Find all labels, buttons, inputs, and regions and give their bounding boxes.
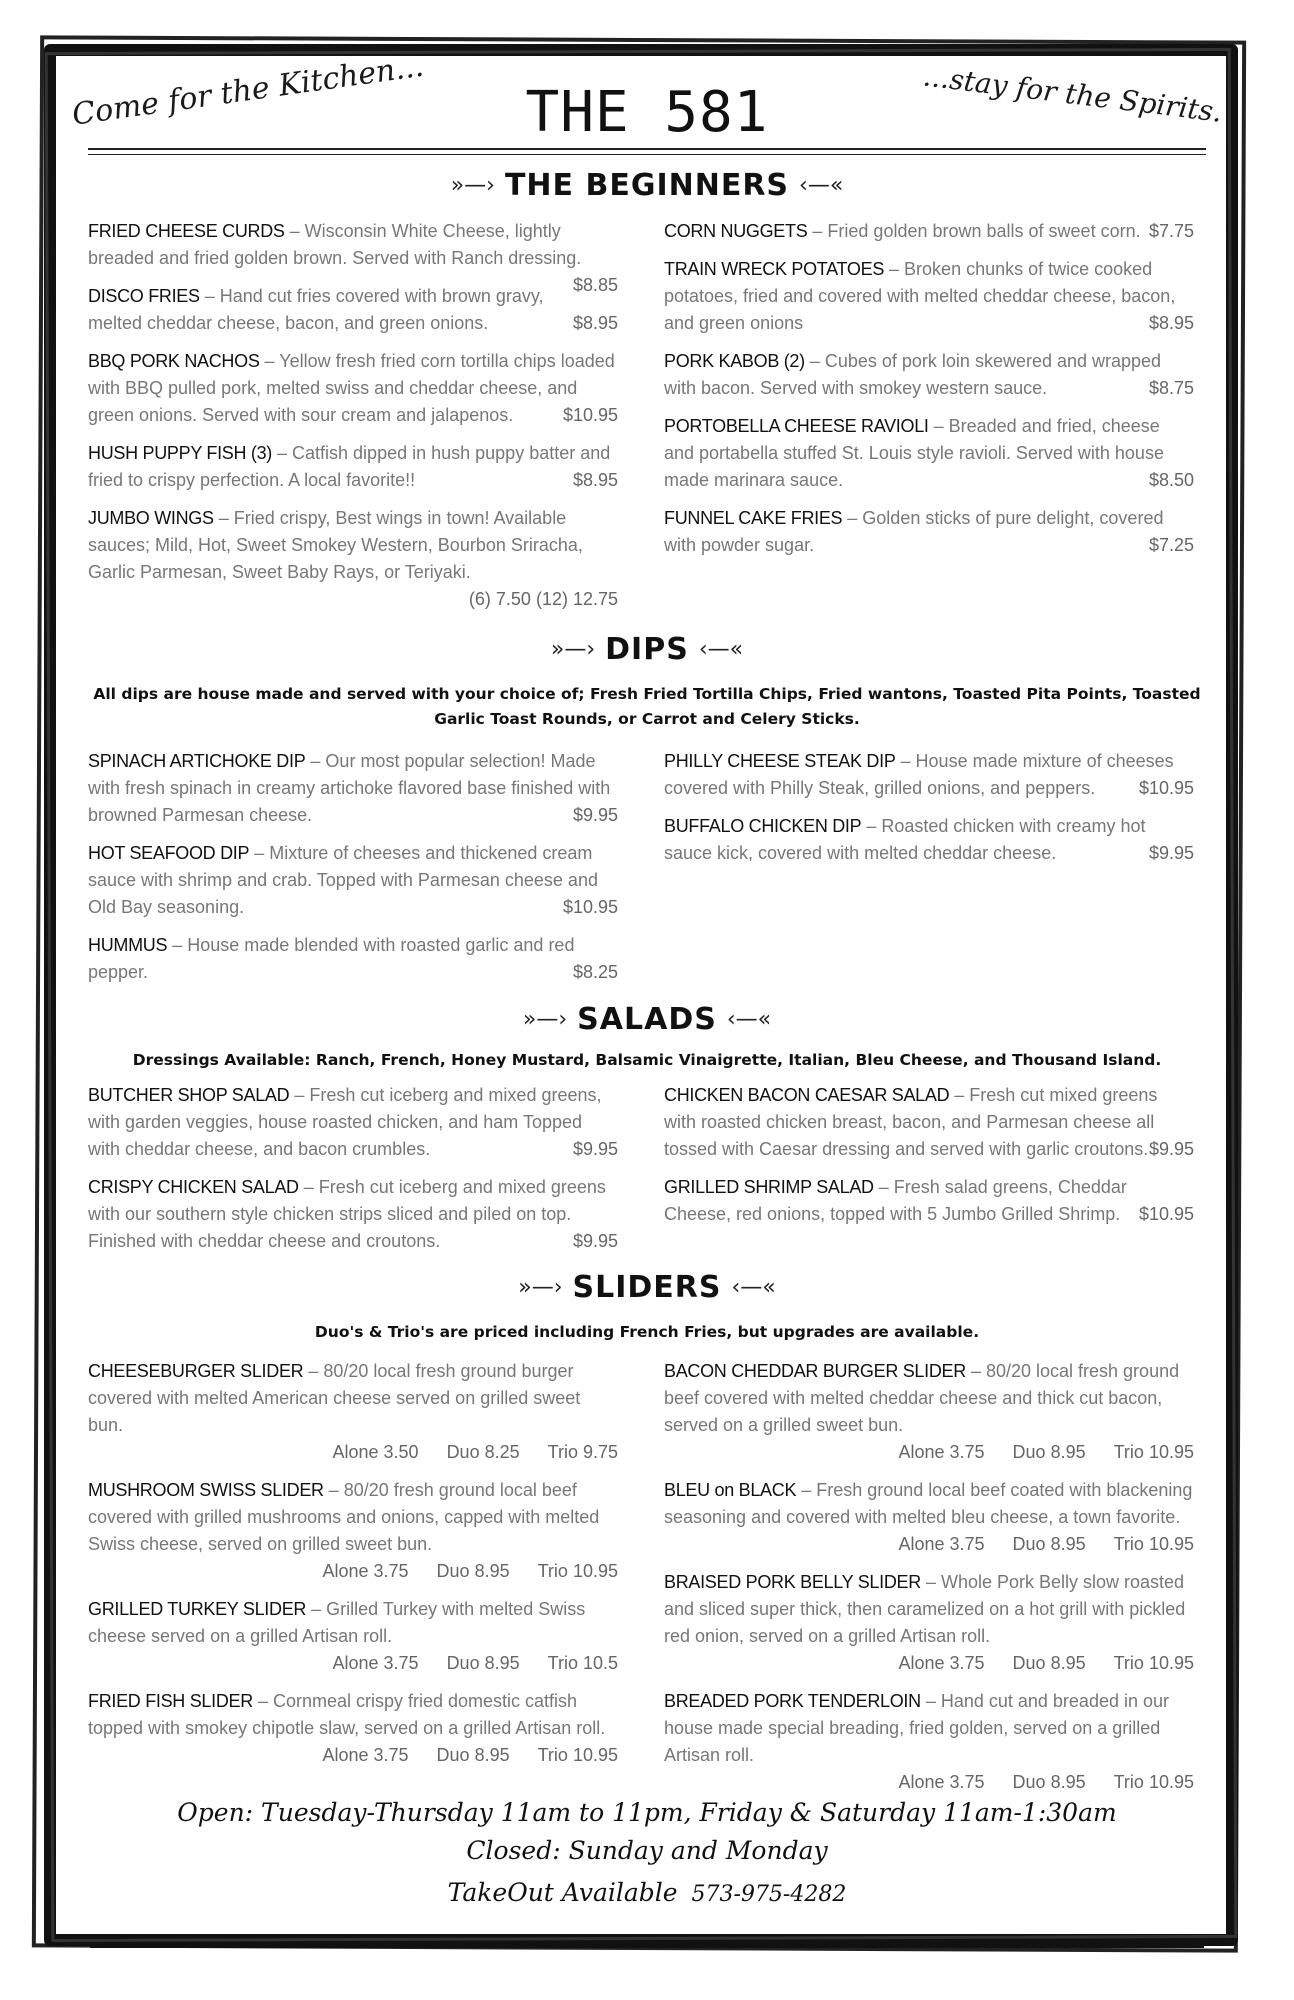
item-price: $8.95 (572, 313, 618, 333)
item-price: $10.95 (1138, 778, 1194, 798)
bottom-rule (90, 1944, 1204, 1948)
item-description: – Yellow fresh fried corn tortilla chips loaded with BBQ pulled pork, melted swiss and cheddar cheese, and green onions. Served with sour cream and jalapenos. (88, 351, 615, 425)
item-slider-prices (88, 1558, 618, 1585)
item-price: $10.95 (562, 897, 618, 917)
phone-number: 573-975-4282 (691, 1882, 847, 1907)
item-description: – Breaded and fried, cheese and portabella stuffed St. Louis style ravioli. Served with house made marinara sauce. (664, 416, 1164, 490)
menu-item (88, 1477, 618, 1585)
section-heading-salads: »—› SALADS ‹—« (522, 1002, 772, 1037)
item-slider-prices (664, 1439, 1194, 1466)
item-description: – 80/20 fresh ground local beef covered with grilled mushrooms and onions, capped with melted Swiss cheese, served on grilled sweet bun. (88, 1480, 600, 1554)
item-name: BUTCHER SHOP SALAD (88, 1085, 290, 1105)
sliders-left-column (88, 1358, 618, 1780)
menu-item (88, 1358, 618, 1466)
item-name: FRIED CHEESE CURDS (88, 221, 285, 241)
closed-line: Closed: Sunday and Monday (466, 1836, 828, 1865)
menu-item (664, 218, 1194, 245)
price-alone: Alone 3.75 (322, 1561, 409, 1581)
item-description: – 80/20 local fresh ground burger covered with melted American cheese served on grilled sweet bun. (88, 1361, 581, 1435)
salads-note: Dressings Available: Ranch, French, Honey Mustard, Balsamic Vinaigrette, Italian, Bleu Cheese, and Thousand Island. (132, 1051, 1162, 1069)
menu-item (88, 505, 618, 613)
menu-item (664, 748, 1194, 802)
arrow-right-icon: »—› (550, 637, 596, 662)
item-price: $8.95 (572, 470, 618, 490)
price-trio: Trio 10.5 (547, 1653, 618, 1673)
item-name: HOT SEAFOOD DIP (88, 843, 250, 863)
item-slider-prices (88, 1650, 618, 1677)
item-price: $8.75 (1148, 378, 1194, 398)
price-duo: Duo 8.25 (446, 1442, 520, 1462)
item-price: $8.50 (1148, 470, 1194, 490)
item-price: $9.95 (572, 1139, 618, 1159)
dips-right-column (664, 748, 1194, 878)
item-name: HUMMUS (88, 935, 168, 955)
section-heading-dips: »—› DIPS ‹—« (550, 632, 744, 667)
menu-item (664, 1082, 1194, 1163)
menu-item (88, 440, 618, 494)
item-price: $9.95 (1148, 843, 1194, 863)
menu-item (88, 932, 618, 986)
arrow-left-icon: ‹—« (731, 1275, 776, 1300)
menu-item (664, 1174, 1194, 1228)
price-alone: Alone 3.75 (332, 1653, 419, 1673)
item-name: BREADED PORK TENDERLOIN (664, 1691, 921, 1711)
item-name: DISCO FRIES (88, 286, 200, 306)
item-name: GRILLED SHRIMP SALAD (664, 1177, 874, 1197)
item-price: $9.95 (1148, 1139, 1194, 1159)
price-trio: Trio 10.95 (537, 1745, 618, 1765)
item-slider-prices (88, 1439, 618, 1466)
sliders-note: Duo's & Trio's are priced including French Fries, but upgrades are available. (314, 1323, 980, 1341)
right-tagline: ...stay for the Spirits. (921, 59, 1224, 129)
item-name: JUMBO WINGS (88, 508, 214, 528)
menu-item (88, 348, 618, 429)
item-description: – Roasted chicken with creamy hot sauce kick, covered with melted cheddar cheese. (664, 816, 1146, 863)
item-description: – House made mixture of cheeses covered with Philly Steak, grilled onions, and peppers. (664, 751, 1174, 798)
price-duo: Duo 8.95 (1012, 1772, 1086, 1792)
price-trio: Trio 10.95 (537, 1561, 618, 1581)
item-price: $8.85 (572, 275, 618, 295)
item-description: – Golden sticks of pure delight, covered with powder sugar. (664, 508, 1164, 555)
item-slider-prices (664, 1650, 1194, 1677)
item-price: $9.95 (572, 805, 618, 825)
arrow-left-icon: ‹—« (726, 1007, 772, 1032)
item-name: BLEU on BLACK (664, 1480, 797, 1500)
arrow-right-icon: »—› (522, 1007, 568, 1032)
item-price: $7.75 (1148, 221, 1194, 241)
restaurant-title: THE 581 (525, 80, 769, 145)
menu-item (88, 840, 618, 921)
item-name: BUFFALO CHICKEN DIP (664, 816, 862, 836)
hours-line: Open: Tuesday-Thursday 11am to 11pm, Friday & Saturday 11am-1:30am (177, 1798, 1117, 1827)
menu-item (664, 1477, 1194, 1558)
item-name: SPINACH ARTICHOKE DIP (88, 751, 306, 771)
item-description: – Whole Pork Belly slow roasted and sliced super thick, then caramelized on a hot grill with pickled red onion, served on a grilled Artisan roll. (664, 1572, 1186, 1646)
item-slider-prices (664, 1769, 1194, 1796)
item-name: PORTOBELLA CHEESE RAVIOLI (664, 416, 929, 436)
item-description: – Hand cut and breaded in our house made special breading, fried golden, served on a grilled Artisan roll. (664, 1691, 1170, 1765)
item-price: $7.25 (1148, 535, 1194, 555)
item-name: BACON CHEDDAR BURGER SLIDER (664, 1361, 966, 1381)
item-description: – Our most popular selection! Made with fresh spinach in creamy artichoke flavored base finished with browned Parmesan cheese. (88, 751, 611, 825)
item-slider-prices (664, 1531, 1194, 1558)
item-description: – Catfish dipped in hush puppy batter and fried to crispy perfection. A local favorite!! (88, 443, 611, 490)
item-name: HUSH PUPPY FISH (3) (88, 443, 273, 463)
price-alone: Alone 3.75 (898, 1653, 985, 1673)
menu-item (664, 256, 1194, 337)
item-name: FUNNEL CAKE FRIES (664, 508, 843, 528)
price-duo: Duo 8.95 (446, 1653, 520, 1673)
price-alone: Alone 3.75 (898, 1772, 985, 1792)
price-duo: Duo 8.95 (1012, 1442, 1086, 1462)
takeout-line (70, 1878, 1224, 1907)
item-description: – 80/20 local fresh ground beef covered with melted cheddar cheese and thick cut bacon, served on a grilled sweet bun. (664, 1361, 1180, 1435)
price-trio: Trio 10.95 (1113, 1534, 1194, 1554)
price-alone: Alone 3.75 (898, 1442, 985, 1462)
menu-item (664, 1569, 1194, 1677)
sliders-right-column (664, 1358, 1194, 1807)
item-price: $8.25 (572, 962, 618, 982)
header-rule (88, 148, 1206, 150)
item-description: – Hand cut fries covered with brown gravy, melted cheddar cheese, bacon, and green onions. (88, 286, 544, 333)
menu-item (88, 748, 618, 829)
item-description: – Fresh cut mixed greens with roasted chicken breast, bacon, and Parmesan cheese all tossed with Caesar dressing and served with garlic croutons. (664, 1085, 1158, 1159)
price-trio: Trio 9.75 (547, 1442, 618, 1462)
dips-left-column (88, 748, 618, 997)
price-alone: Alone 3.75 (898, 1534, 985, 1554)
menu-page (70, 48, 1224, 1940)
menu-item (664, 1358, 1194, 1466)
price-alone: Alone 3.75 (322, 1745, 409, 1765)
price-duo: Duo 8.95 (1012, 1534, 1086, 1554)
left-tagline: Come for the Kitchen... (70, 48, 426, 133)
item-price: $8.95 (1148, 313, 1194, 333)
item-description: – Mixture of cheeses and thickened cream sauce with shrimp and crab. Topped with Parmesan cheese and Old Bay seasoning. (88, 843, 598, 917)
menu-item (88, 283, 618, 337)
menu-item (664, 1688, 1194, 1796)
salads-right-column (664, 1082, 1194, 1239)
menu-item (88, 218, 618, 295)
menu-item (664, 413, 1194, 494)
item-name: GRILLED TURKEY SLIDER (88, 1599, 307, 1619)
price-trio: Trio 10.95 (1113, 1772, 1194, 1792)
price-duo: Duo 8.95 (436, 1561, 510, 1581)
item-description: – Fresh salad greens, Cheddar Cheese, red onions, topped with 5 Jumbo Grilled Shrimp. (664, 1177, 1127, 1224)
dips-note: All dips are house made and served with your choice of; Fresh Fried Tortilla Chips, Fried wantons, Toasted Pita Points, Toasted Garlic Toast Rounds, or Carrot and Celery Sticks. (93, 685, 1201, 728)
price-duo: Duo 8.95 (436, 1745, 510, 1765)
item-description: – Broken chunks of twice cooked potatoes, fried and covered with melted cheddar cheese, bacon, and green onions (664, 259, 1176, 333)
item-name: PHILLY CHEESE STEAK DIP (664, 751, 896, 771)
item-price: $9.95 (572, 1231, 618, 1251)
arrow-right-icon: »—› (450, 173, 495, 198)
beginners-left-column (88, 218, 618, 624)
takeout-text: TakeOut Available (447, 1878, 678, 1907)
beginners-right-column (664, 218, 1194, 570)
item-description: – House made blended with roasted garlic and red pepper. (88, 935, 575, 982)
item-description: – Cornmeal crispy fried domestic catfish topped with smokey chipotle slaw, served on a grilled Artisan roll. (88, 1691, 606, 1738)
item-description: – Fresh cut iceberg and mixed greens, with garden veggies, house roasted chicken, and ham Topped with cheddar cheese, and bacon crumbles. (88, 1085, 602, 1159)
menu-item (88, 1596, 618, 1677)
header-rule-thin (88, 154, 1206, 155)
item-name: PORK KABOB (2) (664, 351, 805, 371)
item-description: – Grilled Turkey with melted Swiss cheese served on a grilled Artisan roll. (88, 1599, 586, 1646)
item-description: – Fried golden brown balls of sweet corn. (807, 221, 1141, 241)
price-alone: Alone 3.50 (332, 1442, 419, 1462)
price-duo: Duo 8.95 (1012, 1653, 1086, 1673)
item-name: CORN NUGGETS (664, 221, 808, 241)
item-name: BRAISED PORK BELLY SLIDER (664, 1572, 921, 1592)
menu-item (88, 1174, 618, 1255)
salads-left-column (88, 1082, 618, 1266)
menu-item (664, 505, 1194, 559)
item-name: FRIED FISH SLIDER (88, 1691, 253, 1711)
menu-item (664, 348, 1194, 402)
arrow-left-icon: ‹—« (799, 173, 844, 198)
item-description: – Fried crispy, Best wings in town! Available sauces; Mild, Hot, Sweet Smokey Western, Bourbon Sriracha, Garlic Parmesan, Sweet Baby Rays, or Teriyaki. (88, 508, 583, 582)
menu-item (88, 1688, 618, 1769)
menu-item (88, 1082, 618, 1163)
item-name: CHEESEBURGER SLIDER (88, 1361, 304, 1381)
item-description: – Fresh ground local beef coated with blackening seasoning and covered with melted bleu cheese, a town favorite. (664, 1480, 1193, 1527)
item-size-prices: (6) 7.50 (12) 12.75 (468, 589, 618, 609)
item-name: BBQ PORK NACHOS (88, 351, 260, 371)
item-name: MUSHROOM SWISS SLIDER (88, 1480, 324, 1500)
price-trio: Trio 10.95 (1113, 1442, 1194, 1462)
section-heading-beginners: »—› THE BEGINNERS ‹—« (450, 168, 844, 203)
item-name: CHICKEN BACON CAESAR SALAD (664, 1085, 950, 1105)
item-description: – Fresh cut iceberg and mixed greens with our southern style chicken strips sliced and piled on top. Finished with cheddar cheese and croutons. (88, 1177, 606, 1251)
item-slider-prices (88, 1742, 618, 1769)
price-trio: Trio 10.95 (1113, 1653, 1194, 1673)
item-description: – Wisconsin White Cheese, lightly breaded and fried golden brown. Served with Ranch dressing. (88, 221, 582, 268)
arrow-right-icon: »—› (518, 1275, 563, 1300)
section-heading-sliders: »—› SLIDERS ‹—« (518, 1270, 776, 1305)
item-name: CRISPY CHICKEN SALAD (88, 1177, 299, 1197)
item-name: TRAIN WRECK POTATOES (664, 259, 885, 279)
item-description: – Cubes of pork loin skewered and wrapped with bacon. Served with smokey western sauce. (664, 351, 1162, 398)
menu-item (664, 813, 1194, 867)
arrow-left-icon: ‹—« (698, 637, 744, 662)
item-price: $10.95 (1138, 1204, 1194, 1224)
item-price: $10.95 (562, 405, 618, 425)
